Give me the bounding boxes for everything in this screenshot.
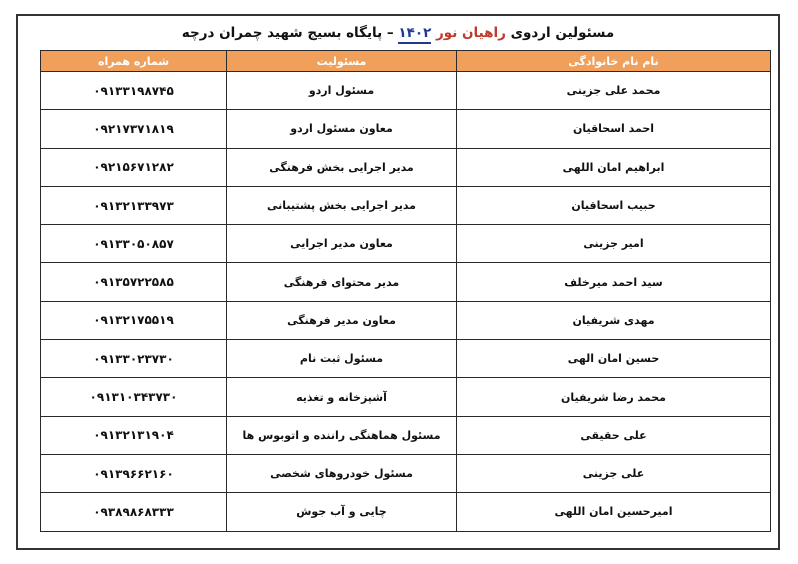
title-year: ۱۴۰۲ <box>398 25 431 44</box>
header-role: مسئولیت <box>227 51 457 72</box>
cell-role: معاون مدیر اجرایی <box>227 225 457 263</box>
table-row <box>41 301 771 339</box>
table-row <box>41 72 771 110</box>
cell-phone: ۰۹۱۳۳۰۲۳۷۳۰ <box>41 340 227 378</box>
cell-phone: ۰۹۱۳۱۰۳۴۳۷۳۰ <box>41 378 227 416</box>
cell-role: معاون مسئول اردو <box>227 110 457 148</box>
cell-name: محمد رضا شریفیان <box>457 378 771 416</box>
table-row <box>41 263 771 301</box>
title-event-name: راهیان نور <box>436 25 506 41</box>
cell-name: سید احمد میرخلف <box>457 263 771 301</box>
cell-phone: ۰۹۱۳۲۱۳۳۹۷۳ <box>41 186 227 224</box>
cell-role: مدیر اجرایی بخش فرهنگی <box>227 148 457 186</box>
cell-role: مدیر محتوای فرهنگی <box>227 263 457 301</box>
title-text: مسئولین اردوی <box>510 25 615 41</box>
title-organization: – پایگاه بسیج شهید چمران درچه <box>181 25 394 41</box>
cell-name: علی حقیقی <box>457 416 771 454</box>
cell-role: مدیر اجرایی بخش پشتیبانی <box>227 186 457 224</box>
table-row <box>41 454 771 492</box>
table-row <box>41 148 771 186</box>
cell-phone: ۰۹۱۳۲۱۷۵۵۱۹ <box>41 301 227 339</box>
cell-role: مسئول اردو <box>227 72 457 110</box>
table-row <box>41 416 771 454</box>
cell-name: مهدی شریفیان <box>457 301 771 339</box>
cell-role: معاون مدیر فرهنگی <box>227 301 457 339</box>
staff-table <box>40 50 771 532</box>
header-phone: شماره همراه <box>41 51 227 72</box>
cell-name: ابراهیم امان اللهی <box>457 148 771 186</box>
table-row <box>41 186 771 224</box>
table-row <box>41 493 771 531</box>
page-title <box>16 20 780 46</box>
cell-phone: ۰۹۱۳۲۱۳۱۹۰۴ <box>41 416 227 454</box>
table-row <box>41 378 771 416</box>
cell-role: مسئول هماهنگی راننده و اتوبوس ها <box>227 416 457 454</box>
table-header-row <box>41 51 771 72</box>
cell-role: چایی و آب جوش <box>227 493 457 531</box>
cell-phone: ۰۹۳۸۹۸۶۸۳۳۳ <box>41 493 227 531</box>
table-row <box>41 340 771 378</box>
cell-phone: ۰۹۱۳۳۱۹۸۷۴۵ <box>41 72 227 110</box>
table-row <box>41 225 771 263</box>
cell-phone: ۰۹۱۳۹۶۶۲۱۶۰ <box>41 454 227 492</box>
cell-role: مسئول ثبت نام <box>227 340 457 378</box>
header-name: نام نام خانوادگی <box>457 51 771 72</box>
cell-phone: ۰۹۲۱۵۶۷۱۲۸۲ <box>41 148 227 186</box>
cell-name: محمد علی جزینی <box>457 72 771 110</box>
table-row <box>41 110 771 148</box>
cell-role: آشپزخانه و تغذیه <box>227 378 457 416</box>
cell-phone: ۰۹۲۱۷۳۷۱۸۱۹ <box>41 110 227 148</box>
cell-phone: ۰۹۱۳۳۰۵۰۸۵۷ <box>41 225 227 263</box>
cell-name: حبیب اسحاقیان <box>457 186 771 224</box>
cell-role: مسئول خودروهای شخصی <box>227 454 457 492</box>
cell-name: احمد اسحاقیان <box>457 110 771 148</box>
cell-name: حسین امان الهی <box>457 340 771 378</box>
cell-name: امیرحسین امان اللهی <box>457 493 771 531</box>
cell-name: علی جزینی <box>457 454 771 492</box>
cell-name: امیر جزینی <box>457 225 771 263</box>
cell-phone: ۰۹۱۳۵۷۲۲۵۸۵ <box>41 263 227 301</box>
